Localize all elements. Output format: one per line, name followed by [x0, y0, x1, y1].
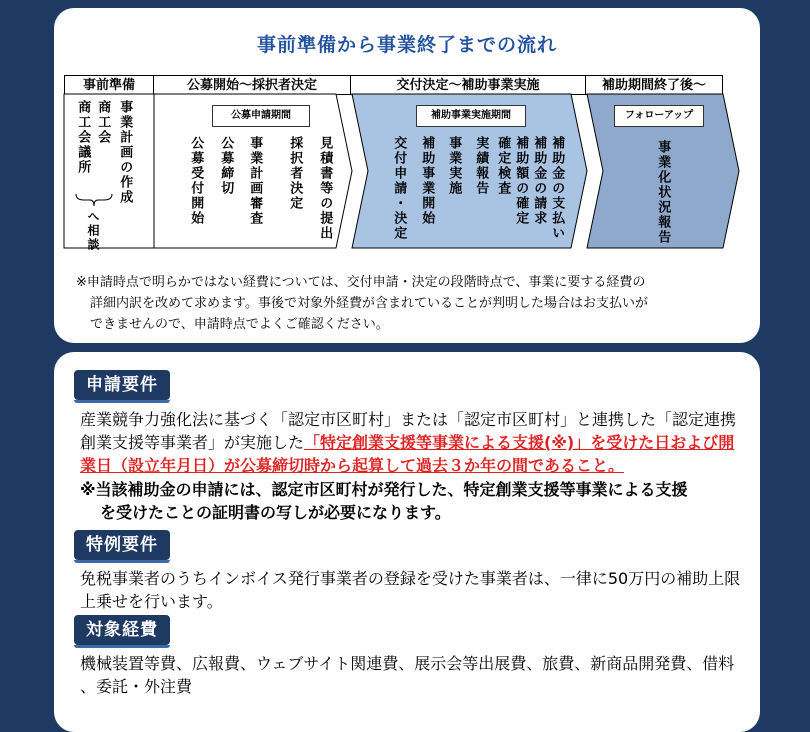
step-quote-submission: 見積書等の提出 — [317, 136, 333, 241]
special-text: 免税事業者のうちインボイス発行事業者の登録を受けた事業者は、一律に50万円の補助上限上乗せを行います。 — [80, 569, 741, 611]
step-report: 実績報告 — [473, 136, 489, 196]
chamber-label-2: 商工会議所 — [75, 100, 91, 175]
flow-note — [76, 272, 736, 335]
special-tag: 特例要件 — [74, 530, 170, 560]
header-after: 補助期間終了後～ — [585, 75, 723, 95]
requirements-tag: 申請要件 — [74, 370, 170, 400]
consult-label: へ相談 — [86, 210, 100, 252]
flow-note-line-1: ※申請時点で明らかではない経費については、交付申請・決定の段階時点で、事業に要する経費の — [76, 275, 646, 290]
header-grant: 交付決定～補助事業実施 — [350, 75, 586, 95]
header-application: 公募開始～採択者決定 — [153, 75, 351, 95]
step-plan-review: 事業計画審査 — [247, 136, 263, 226]
flow-note-line-2: 詳細内訳を改めて求めます。事後で対象外経費が含まれていることが判明した場合はお支払いが — [90, 296, 648, 311]
expenses-tag: 対象経費 — [74, 615, 170, 645]
requirements-panel — [54, 352, 760, 732]
step-implementation: 事業実施 — [446, 136, 462, 196]
step-selection: 採択者決定 — [287, 136, 303, 211]
step-project-start: 補助事業開始 — [419, 136, 435, 226]
header-preparation: 事前準備 — [64, 75, 154, 95]
requirements-text-a: 産業競争力強化法に基づく「認定市区町村」または「認定市区町村」と連携した「認定連携創業支援等事業者」が実施した — [80, 410, 737, 452]
requirements-note — [80, 478, 750, 524]
step-payment: 補助金の支払い — [549, 136, 565, 241]
expenses-text: 機械装置等費、広報費、ウェブサイト関連費、展示会等出展費、旅費、新商品開発費、借料 、委託・外注費 — [80, 654, 735, 696]
chamber-label: 商工会 — [95, 100, 111, 145]
plan-creation: 事業計画の作成 — [117, 100, 133, 205]
step-deadline: 公募締切 — [218, 136, 234, 196]
followup-label: フォローアップ — [614, 105, 704, 127]
requirements-note-line-2: を受けたことの証明書の写しが必要になります。 — [100, 503, 451, 522]
step-inspection: 確定検査 — [495, 136, 511, 196]
step-grant-decision: 交付申請・決定 — [391, 136, 407, 241]
step-status-report: 事業化状況報告 — [655, 140, 671, 245]
requirements-note-line-1: ※当該補助金の申請には、認定市区町村が発行した、特定創業支援等事業による支援 — [80, 480, 688, 499]
step-amount-fixed: 補助額の確定 — [513, 136, 529, 226]
flow-panel — [54, 8, 760, 343]
application-period-label: 公募申請期間 — [212, 105, 310, 127]
step-claim: 補助金の請求 — [531, 136, 547, 226]
flow-note-line-3: できませんので、申請時点でよくご確認ください。 — [90, 317, 389, 332]
requirements-highlight: 「特定創業支援等事業による支援(※)」を受けた日および開業日（設立年月日）が公募締切時から起算して過去３か年の間であること。 — [80, 433, 735, 475]
project-period-label: 補助事業実施期間 — [416, 105, 526, 127]
requirements-text — [80, 408, 745, 477]
step-accept-start: 公募受付開始 — [188, 136, 204, 226]
flow-title: 事前準備から事業終了までの流れ — [256, 34, 557, 56]
brace-icon — [74, 192, 114, 208]
